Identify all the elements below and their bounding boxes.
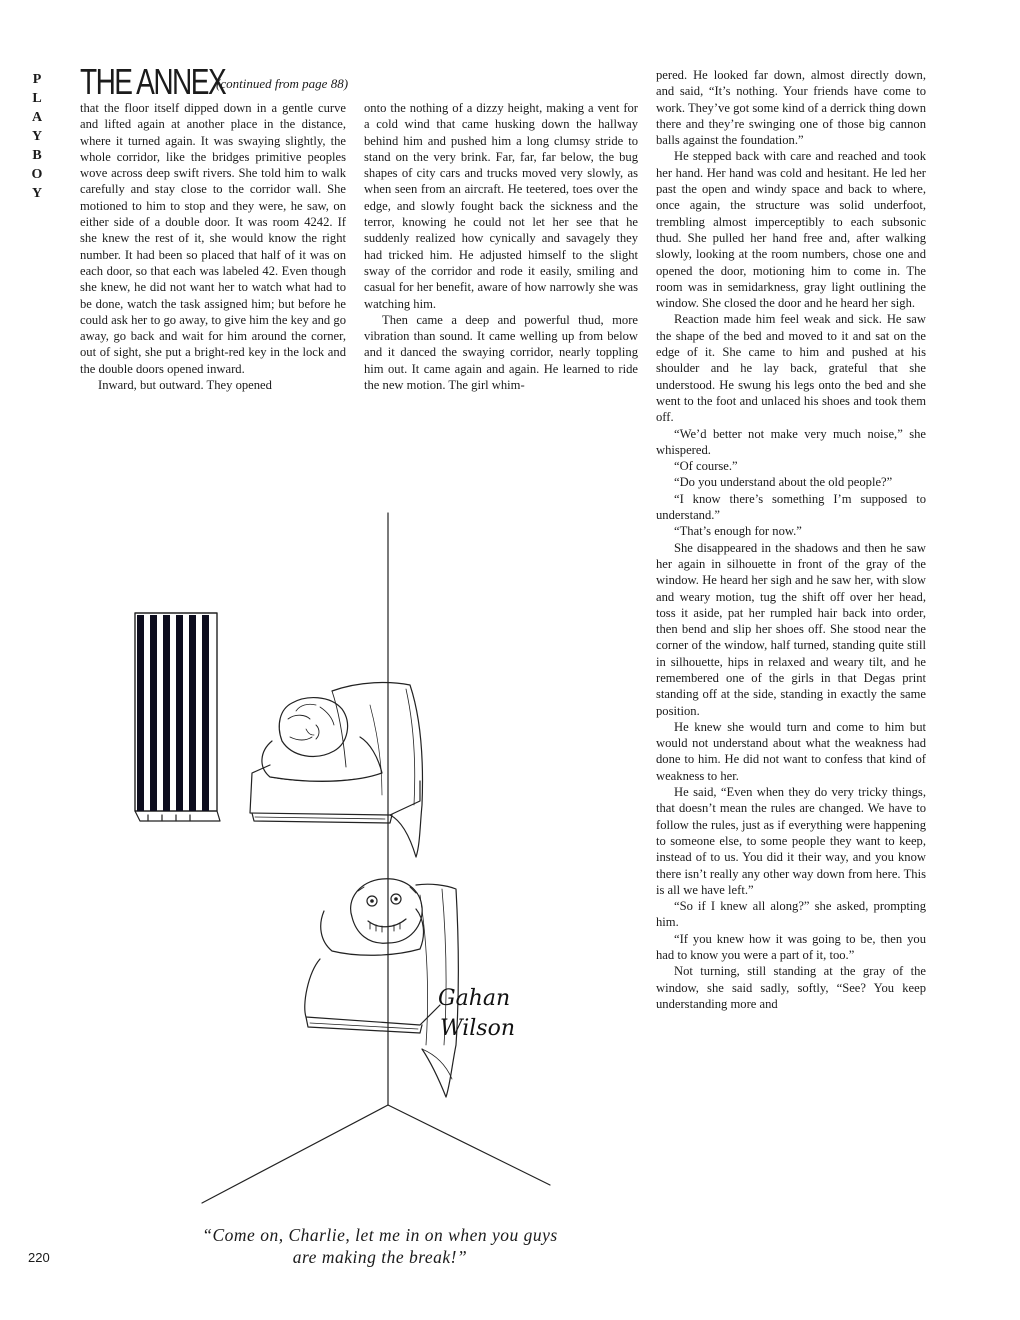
paragraph: “If you knew how it was going to be, then you had to know you were a part of it, too.” bbox=[656, 931, 926, 963]
paragraph: “That’s enough for now.” bbox=[674, 524, 802, 539]
floor-line-right bbox=[388, 1105, 550, 1185]
cartoon-caption bbox=[110, 1224, 650, 1268]
signature-line-2: Wilson bbox=[440, 1016, 516, 1041]
artist-signature bbox=[438, 986, 515, 1041]
paragraph: “Of course.” bbox=[674, 459, 738, 474]
side-label-letter: P bbox=[32, 72, 42, 87]
side-label-letter: A bbox=[31, 110, 43, 125]
text-column-3 bbox=[656, 67, 926, 1012]
cartoon-illustration bbox=[120, 505, 640, 1220]
upper-bunk-man bbox=[250, 683, 423, 857]
signature-line-1: Gahan bbox=[438, 986, 511, 1011]
paragraph: pered. He looked far down, almost directly down, and said, “It’s nothing. Your friends have come to work. They’ve got some kind of a derrick thing down there and they’re swinging one of those big cannon balls against the foundation.” bbox=[656, 68, 926, 148]
paragraph: “Do you understand about the old people?” bbox=[674, 475, 893, 490]
paragraph: Inward, but outward. They opened bbox=[98, 378, 272, 393]
paragraph: “I know there’s something I’m supposed to understand.” bbox=[656, 491, 926, 523]
floor-line-left bbox=[202, 1105, 388, 1203]
side-label-letter: Y bbox=[31, 186, 43, 201]
caption-line-2: are making the break!” bbox=[292, 1247, 468, 1267]
side-label-letter: L bbox=[32, 91, 42, 106]
article-title: THE ANNEX bbox=[80, 61, 226, 102]
caption-line-1: “Come on, Charlie, let me in on when you guys bbox=[202, 1225, 558, 1245]
continued-note: (continued from page 88) bbox=[216, 76, 349, 91]
paragraph: She disappeared in the shadows and then he saw her again in silhouette in front of the gray of the window. He heard her sigh and he saw her, with slow and weary motion, tug the shift off over her head, toss it aside, pat her rumpled hair back into order, then bend and slip her shoes off. She stood near the corner of the window, half turned, standing quite still in silhouette, hips in relaxed and weary tilt, and he remembered one of the girls in that Degas print standing off at the side, standing in exactly the same position. bbox=[656, 540, 926, 718]
article-header bbox=[80, 61, 380, 102]
paragraph: Then came a deep and powerful thud, more vibration than sound. It came welling up from below and it danced the swaying corridor, nearly toppling him out. It came again and again. He learned to ride the new motion. The girl whim- bbox=[364, 312, 638, 393]
paragraph: He knew she would turn and come to him but would not understand about what the weakness had done to him. He did not want to confess that kind of weakness to her. bbox=[656, 719, 926, 783]
text-column-2 bbox=[364, 100, 638, 393]
side-label-letter: B bbox=[32, 148, 42, 163]
paragraph: “We’d better not make very much noise,” she whispered. bbox=[656, 426, 926, 457]
paragraph: “So if I knew all along?” she asked, prompting him. bbox=[656, 899, 926, 930]
paragraph: He said, “Even when they do very tricky things, that doesn’t mean the rules are changed. We have to follow the rules, just as if everything were happening to someone else, to some people they want to keep, instead of to us. You did it their way, and you know there isn’t really any other way down from here. This is all we have left.” bbox=[656, 785, 926, 897]
barred-window bbox=[135, 613, 220, 821]
side-label-letter: Y bbox=[31, 129, 43, 144]
magazine-side-label bbox=[27, 70, 47, 203]
paragraph: onto the nothing of a dizzy height, making a vent for a cold wind that came husking down the hallway behind him and pushed him a long clumsy stride to stand on the very brink. Far, far, far below, the bug shapes of city cars and trucks moved very slowly, as when seen from an aircraft. He teetered, toes over the edge, and slowly fought back the sickness and the terror, knowing he could not let her see that he suddenly realized how cynically and savagely they had tricked him. He adjusted himself to the slight sway of the corridor and rode it easily, smiling and casual for her benefit, aware of how narrowly she was watching him. bbox=[364, 101, 638, 311]
paragraph: that the floor itself dipped down in a gentle curve and lifted again at another place in the distance, where it turned again. It was swaying slightly, the whole corridor, like the bridges primitive peoples wove across deep swift rivers. She told him to walk carefully and stay close to the corridor wall. She motioned to him to stop and they were, he saw, on either side of a double door. It was room 4242. If she knew the rest of it, she would know the right number. It had been so placed that half of it was on each door, so that each was labeled 42. Even though she knew, he did not want her to watch what had to be done, watch the task assigned him; but before he could ask her to go away, to give him the key and go away, go back and wait for him around the corner, out of sight, she put a bright-red key in the lock and the double doors opened inward. bbox=[80, 101, 346, 376]
paragraph: He stepped back with care and reached and took her hand. Her hand was cold and hesitant. He led her past the open and windy space and back to where, once again, the structure was solid underfoot, trembling almost imperceptibly to each subsonic thud. She pulled her hand free and, after walking slowly, looking at the room numbers, chose one and opened the door, motioning him to come in. The room was in semidarkness, gray light outlining the window. She closed the door and he heard her sigh. bbox=[656, 149, 926, 311]
page-number: 220 bbox=[28, 1250, 50, 1265]
side-label-letter: O bbox=[31, 167, 43, 182]
paragraph: Not turning, still standing at the gray of the window, she said sadly, softly, “See? You keep understanding more and bbox=[656, 964, 926, 1011]
lower-bunk-dummy bbox=[305, 879, 459, 1097]
paragraph: Reaction made him feel weak and sick. He saw the shape of the bed and moved to it and sat on the edge of it. She came to him and pushed at his shoulder and he lay back, grateful that she understood. He swung his legs onto the bed and she went to the foot and unlaced his shoes and took them off. bbox=[656, 312, 926, 425]
text-column-1 bbox=[80, 100, 346, 393]
